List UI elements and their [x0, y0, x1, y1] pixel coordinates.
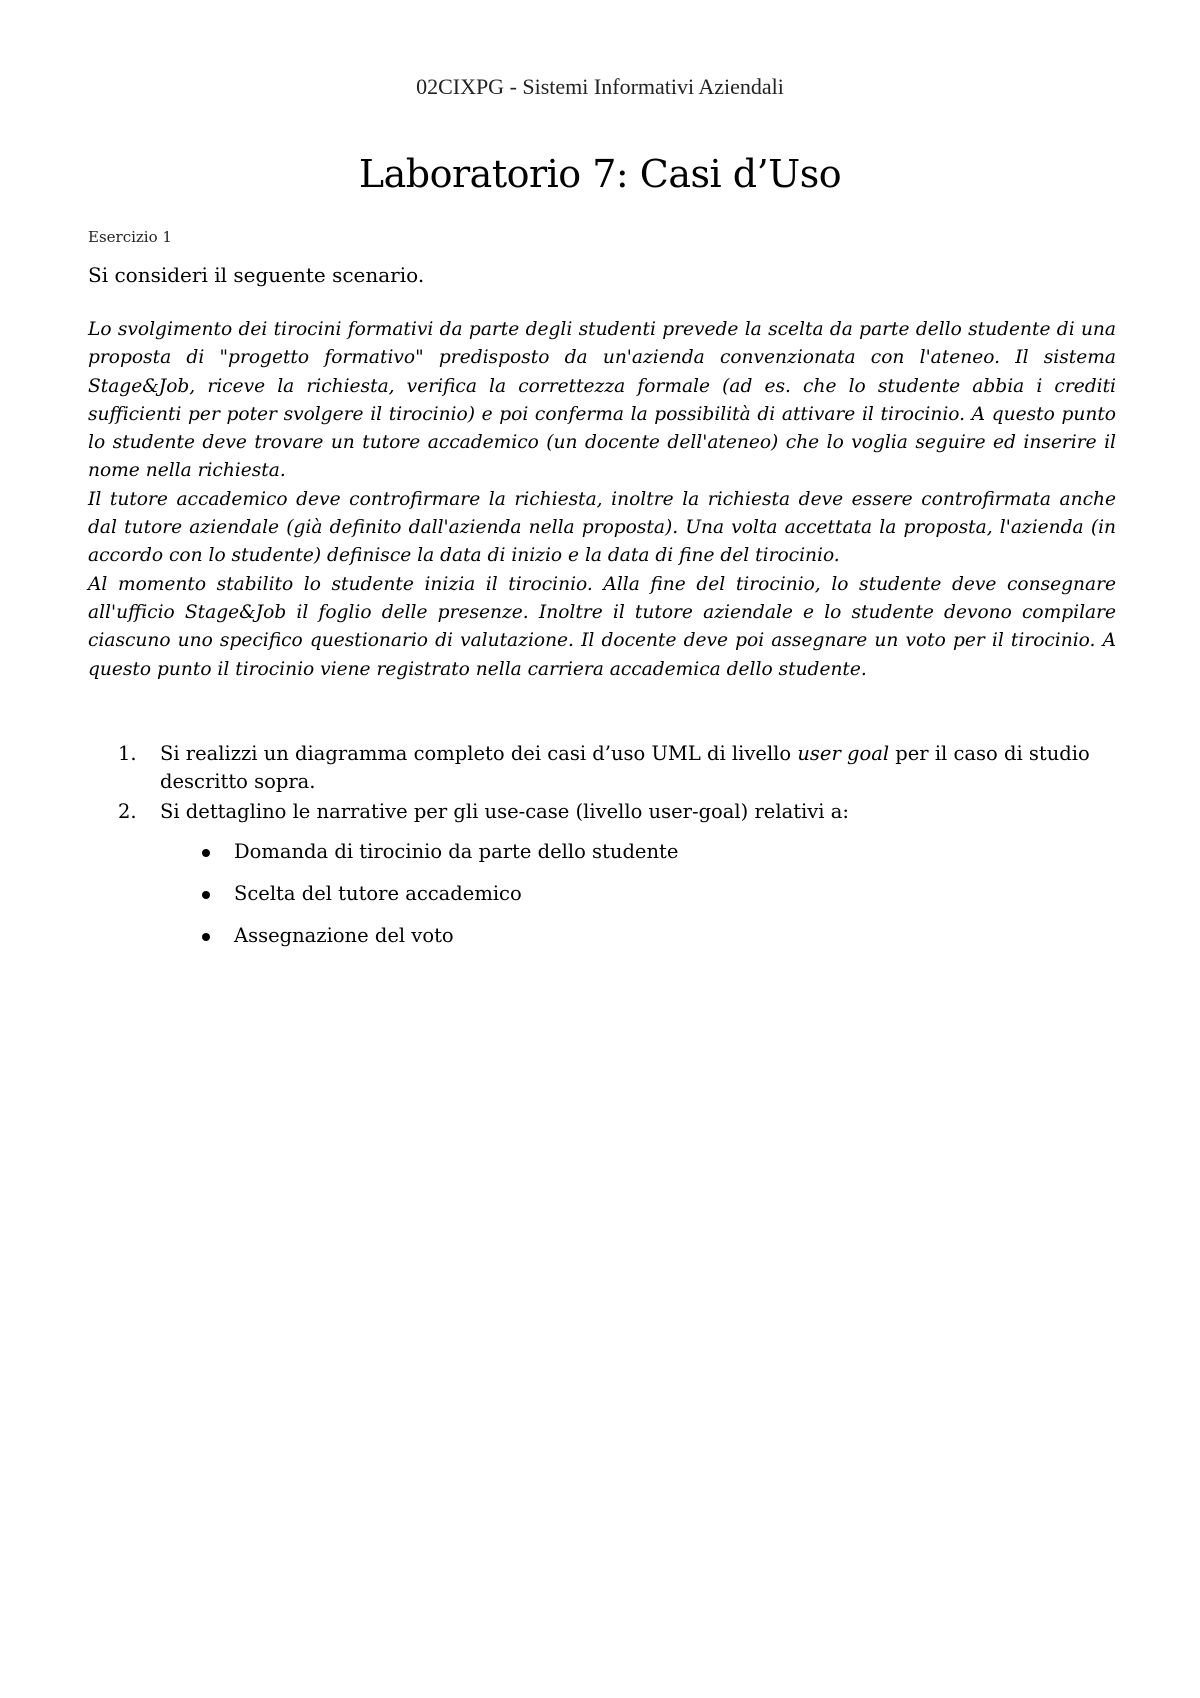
task-text-emphasis: user goal — [797, 742, 890, 765]
page-title: Laboratorio 7: Casi d’Uso — [358, 152, 842, 196]
page-header: 02CIXPG - Sistemi Informativi Aziendali — [416, 74, 784, 99]
bullet-icon — [202, 891, 210, 899]
bullet-item — [88, 838, 1128, 880]
scenario-paragraph: Il tutore accademico deve controfirmare la richiesta, inoltre la richiesta deve essere controfirmata anche dal tutore aziendale (già definito dall'azienda nella proposta). Una volta accettata la proposta, l'azienda (in accordo con lo studente) definisce la data di inizio e la data di fine del tirocinio. — [88, 488, 1116, 567]
task-text-part: per il caso di studio descritto sopra. — [160, 742, 1090, 793]
bullet-text: Domanda di tirocinio da parte dello studente — [234, 840, 679, 863]
bullet-icon — [202, 849, 210, 857]
bullet-text: Assegnazione del voto — [234, 924, 454, 947]
task-text — [160, 742, 1090, 793]
task-text-part: Si realizzi un diagramma completo dei casi d’uso UML di livello — [160, 742, 798, 765]
scenario-paragraph: Lo svolgimento dei tirocini formativi da parte degli studenti prevede la scelta da parte dello studente di una proposta di "progetto formativo" predisposto da un'azienda convenzionata con l'ateneo. Il sistema Stage&Job, riceve la richiesta, verifica la correttezza formale (ad es. che lo studente abbia i crediti sufficienti per poter svolgere il tirocinio) e poi conferma la possibilità di attivare il tirocinio. A questo punto lo studente deve trovare un tutore accademico (un docente dell'ateneo) che lo voglia seguire ed inserire il nome nella richiesta. — [88, 319, 1116, 482]
task-list — [88, 740, 1128, 964]
bullet-icon — [202, 933, 210, 941]
bullet-list — [88, 838, 1128, 964]
task-text: Si dettaglino le narrative per gli use-case (livello user-goal) relativi a: — [160, 800, 849, 823]
bullet-text: Scelta del tutore accademico — [234, 882, 522, 905]
scenario-paragraph: Al momento stabilito lo studente inizia il tirocinio. Alla fine del tirocinio, lo studente deve consegnare all'ufficio Stage&Job il foglio delle presenze. Inoltre il tutore aziendale e lo studente devono compilare ciascuno uno specifico questionario di valutazione. Il docente deve poi assegnare un voto per il tirocinio. A questo punto il tirocinio viene registrato nella carriera accademica dello studente. — [88, 573, 1116, 680]
task-item — [88, 798, 1128, 826]
task-item — [88, 740, 1128, 796]
scenario-text — [88, 316, 1116, 684]
bullet-item — [88, 922, 1128, 964]
task-number: 1. — [118, 742, 137, 765]
exercise-label: Esercizio 1 — [88, 228, 172, 246]
bullet-item — [88, 880, 1128, 922]
intro-text: Si consideri il seguente scenario. — [88, 263, 425, 287]
task-number: 2. — [118, 800, 137, 823]
